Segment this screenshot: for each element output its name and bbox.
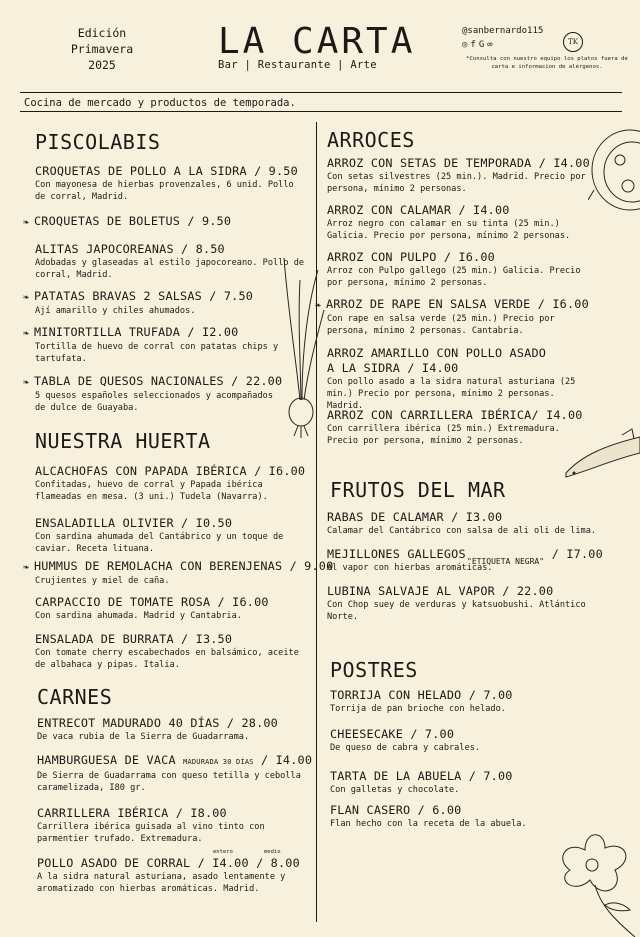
section-title-carnes: CARNES bbox=[37, 685, 113, 709]
item-name: PATATAS BRAVAS 2 SALSAS / 7.50 bbox=[34, 289, 254, 303]
item-description: Con pollo asado a la sidra natural asturiana (25 min.) Precio por persona, mínimo 2 personas. Madrid. bbox=[327, 377, 576, 411]
item-description: Al vapor con hierbas aromáticas. bbox=[327, 563, 493, 573]
section-title-huerta: NUESTRA HUERTA bbox=[35, 429, 211, 453]
item-description: De queso de cabra y cabrales. bbox=[330, 743, 481, 753]
menu-item bbox=[35, 164, 305, 204]
menu-item bbox=[37, 856, 300, 896]
item-name: TORRIJA CON HELADO / 7.00 bbox=[330, 688, 513, 702]
item-description: 5 quesos españoles seleccionados y acompañados de dulce de Guayaba. bbox=[35, 391, 273, 413]
item-name: CARPACCIO DE TOMATE ROSA / I6.00 bbox=[35, 595, 269, 609]
paella-pan-illustration bbox=[588, 120, 640, 220]
item-price: / I7.00 bbox=[551, 547, 603, 561]
menu-item bbox=[330, 688, 590, 716]
item-description: Con Chop suey de verduras y katsuobushi. Atlántico Norte. bbox=[327, 600, 586, 622]
edition-line: 2025 bbox=[88, 58, 116, 72]
leaf-icon: ❧ bbox=[315, 300, 322, 311]
item-description: Carrillera ibérica guisada al vino tinto con parmentier trufado. Extremadura. bbox=[37, 822, 265, 844]
item-description: Confitadas, huevo de corral y Papada ibérica flameadas en mesa. (3 uni.) Tudela (Navarra). bbox=[35, 480, 268, 502]
social-handle: @sanbernardo115 bbox=[462, 26, 544, 36]
item-description: Arroz con Pulpo gallego (25 min.) Galicia. Precio por persona, mínimo 2 personas. bbox=[327, 266, 581, 288]
item-description: Con sardina ahumada del Cantábrico y un toque de caviar. Receta lituana. bbox=[35, 532, 284, 554]
column-divider bbox=[316, 122, 317, 922]
section-title-arroces: ARROCES bbox=[327, 128, 415, 152]
item-name: MEJILLONES GALLEGOS bbox=[327, 547, 466, 561]
menu-item bbox=[327, 408, 592, 448]
edition-line: Edición bbox=[77, 26, 127, 40]
item-name: ARROZ AMARILLO CON POLLO ASADO A LA SIDRA / I4.00 bbox=[327, 346, 547, 375]
menu-item bbox=[327, 156, 592, 196]
menu-item bbox=[37, 806, 307, 846]
menu-item bbox=[330, 727, 590, 755]
section-title-frutos-del-mar: FRUTOS DEL MAR bbox=[330, 478, 506, 502]
item-name: ARROZ CON CARRILLERA IBÉRICA/ I4.00 bbox=[327, 408, 583, 422]
fish-illustration bbox=[562, 425, 640, 483]
item-name: ENTRECOT MADURADO 40 DÍAS / 28.00 bbox=[37, 716, 278, 730]
menu-item bbox=[23, 214, 305, 230]
item-name: FLAN CASERO / 6.00 bbox=[330, 803, 462, 817]
edition-label bbox=[50, 25, 154, 73]
item-description: Con sardina ahumada. Madrid y Cantabria. bbox=[35, 611, 242, 621]
logo-letter: TK bbox=[568, 38, 578, 46]
item-name: CROQUETAS DE BOLETUS / 9.50 bbox=[34, 214, 232, 228]
google-icon: G bbox=[478, 40, 485, 50]
item-name: ARROZ DE RAPE EN SALSA VERDE / I6.00 bbox=[326, 297, 589, 311]
item-name: ARROZ CON SETAS DE TEMPORADA / I4.00 bbox=[327, 156, 590, 170]
menu-item bbox=[327, 584, 617, 624]
header-divider bbox=[20, 92, 622, 93]
item-description: Con mayonesa de hierbas provenzales, 6 unid. Pollo de corral, Madrid. bbox=[35, 180, 294, 202]
item-name: ARROZ CON CALAMAR / I4.00 bbox=[327, 203, 510, 217]
leaf-icon: ❧ bbox=[23, 377, 30, 388]
flower-illustration bbox=[545, 810, 640, 937]
menu-item bbox=[23, 289, 285, 318]
item-description: Arroz negro con calamar en su tinta (25 min.) Galicia. Precio por persona, mínimo 2 personas. bbox=[327, 219, 571, 241]
item-description: Con carrillera ibérica (25 min.) Extremadura. Precio por persona, mínimo 2 personas. bbox=[327, 424, 560, 446]
item-price: / I4.00 bbox=[261, 753, 313, 767]
item-description: Con rape en salsa verde (25 min.) Precio por persona, mínimo 2 personas. Cantabria. bbox=[327, 314, 555, 336]
item-name: TARTA DE LA ABUELA / 7.00 bbox=[330, 769, 513, 783]
menu-item bbox=[37, 753, 313, 795]
item-name: ENSALADILLA OLIVIER / I0.50 bbox=[35, 516, 233, 530]
menu-item bbox=[37, 716, 307, 744]
item-description: Flan hecho con la receta de la abuela. bbox=[330, 819, 527, 829]
facebook-icon: f bbox=[470, 40, 476, 50]
item-description: De vaca rubia de la Sierra de Guadarrama. bbox=[37, 732, 250, 742]
menu-item bbox=[327, 203, 597, 243]
menu-item bbox=[327, 510, 617, 538]
menu-item bbox=[35, 464, 306, 504]
item-name: ENSALADA DE BURRATA / I3.50 bbox=[35, 632, 233, 646]
item-name: ALITAS JAPOCOREANAS / 8.50 bbox=[35, 242, 225, 256]
item-name: LUBINA SALVAJE AL VAPOR / 22.00 bbox=[327, 584, 554, 598]
item-description: De Sierra de Guadarrama con queso tetilla y cebolla caramelizada, I80 gr. bbox=[37, 771, 301, 793]
item-name: POLLO ASADO DE CORRAL / I4.00 / 8.00 bbox=[37, 856, 300, 870]
tagline-divider bbox=[20, 111, 622, 112]
item-name-qualifier: MADURADA 30 DÍAS bbox=[183, 758, 254, 766]
item-description: Con galletas y chocolate. bbox=[330, 785, 460, 795]
spring-onion-illustration bbox=[278, 250, 328, 440]
menu-item bbox=[23, 374, 285, 415]
item-name: HAMBURGUESA DE VACA bbox=[37, 753, 176, 767]
menu-item bbox=[327, 547, 617, 575]
item-name: RABAS DE CALAMAR / I3.00 bbox=[327, 510, 503, 524]
menu-item bbox=[330, 803, 570, 831]
leaf-icon: ❧ bbox=[23, 292, 30, 303]
item-name: HUMMUS DE REMOLACHA CON BERENJENAS / 9.00 bbox=[34, 559, 334, 573]
brand-logo bbox=[563, 32, 583, 52]
leaf-icon: ❧ bbox=[23, 328, 30, 339]
item-description: Calamar del Cantábrico con salsa de ali oli de lima. bbox=[327, 526, 597, 536]
tagline: Cocina de mercado y productos de temporada. bbox=[24, 97, 296, 109]
menu-item bbox=[35, 516, 305, 556]
edition-line: Primavera bbox=[70, 42, 134, 56]
item-description: A la sidra natural asturiana, asado lentamente y aromatizado con hierbas aromáticas. Madrid. bbox=[37, 872, 286, 894]
item-description: Con setas silvestres (25 min.). Madrid. Precio por persona, mínimo 2 personas. bbox=[327, 172, 586, 194]
menu-item bbox=[35, 242, 305, 282]
menu-item bbox=[327, 346, 592, 412]
menu-item bbox=[35, 595, 305, 623]
allergen-notice: *Consulta con nuestro equipo los platos fuera de carta e informacion de alérgenos. bbox=[466, 56, 628, 70]
leaf-icon: ❧ bbox=[23, 217, 30, 228]
menu-item bbox=[23, 325, 285, 366]
item-description: Adobadas y glaseadas al estilo japocoreano. Pollo de corral, Madrid. bbox=[35, 258, 305, 280]
section-title-postres: POSTRES bbox=[330, 658, 418, 682]
item-name: TABLA DE QUESOS NACIONALES / 22.00 bbox=[34, 374, 283, 388]
menu-item bbox=[35, 632, 305, 672]
menu-item bbox=[330, 769, 590, 797]
instagram-icon: ◎ bbox=[462, 40, 468, 50]
menu-item bbox=[23, 559, 334, 588]
menu-item bbox=[327, 250, 597, 290]
item-description: Torrija de pan brioche con helado. bbox=[330, 704, 506, 714]
item-description: Con tomate cherry escabechados en balsámico, aceite de albahaca y pipas. Italia. bbox=[35, 648, 299, 670]
price-note-whole: entero bbox=[213, 849, 233, 855]
item-name: CROQUETAS DE POLLO A LA SIDRA / 9.50 bbox=[35, 164, 298, 178]
item-description: Tortilla de huevo de corral con patatas chips y tartufata. bbox=[35, 342, 279, 364]
item-name: MINITORTILLA TRUFADA / I2.00 bbox=[34, 325, 239, 339]
menu-title: LA CARTA bbox=[218, 21, 416, 62]
price-note-half: medio bbox=[264, 849, 281, 855]
item-label-etiqueta: "ETIQUETA NEGRA" bbox=[467, 557, 545, 566]
item-name: CHEESECAKE / 7.00 bbox=[330, 727, 455, 741]
item-name: ALCACHOFAS CON PAPADA IBÉRICA / I6.00 bbox=[35, 464, 306, 478]
item-name: ARROZ CON PULPO / I6.00 bbox=[327, 250, 495, 264]
menu-subtitle: Bar | Restaurante | Arte bbox=[218, 59, 377, 71]
menu-item bbox=[315, 297, 597, 338]
leaf-icon: ❧ bbox=[23, 562, 30, 573]
item-name: CARRILLERA IBÉRICA / I8.00 bbox=[37, 806, 227, 820]
social-icons bbox=[462, 40, 493, 50]
section-title-piscolabis: PISCOLABIS bbox=[35, 130, 161, 154]
item-description: Crujientes y miel de caña. bbox=[35, 576, 170, 586]
tripadvisor-icon: ∞ bbox=[487, 40, 493, 50]
item-description: Ají amarillo y chiles ahumados. bbox=[35, 306, 196, 316]
